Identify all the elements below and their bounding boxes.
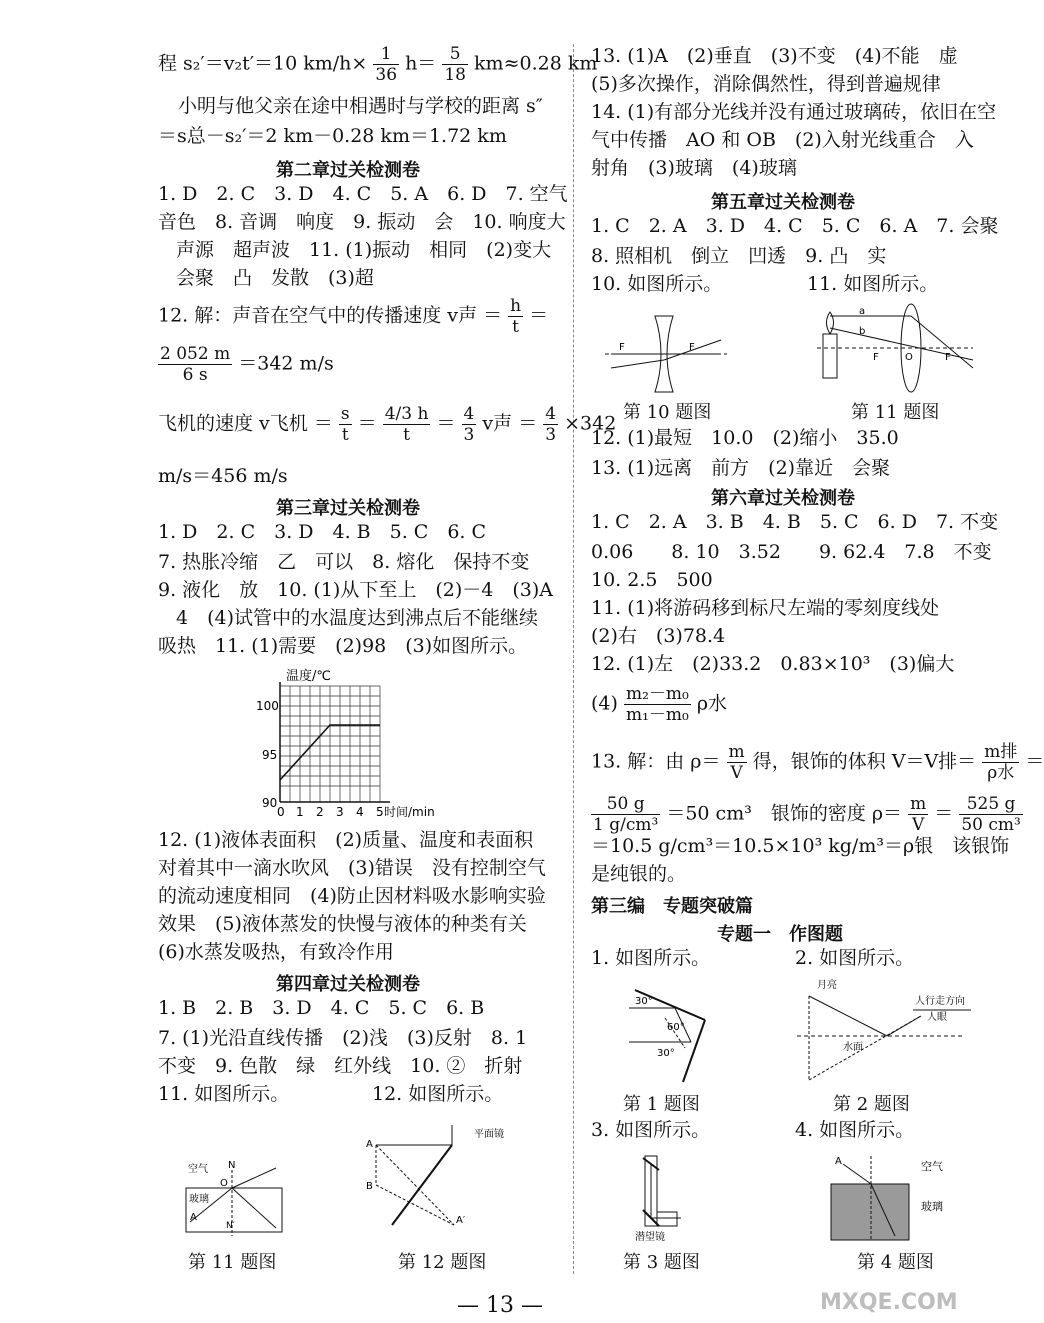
label-F: F: [619, 342, 625, 353]
fraction: [543, 404, 558, 445]
text-line: 7. (1)光沿直线传播 (2)浅 (3)反射 8. 1: [158, 1027, 528, 1049]
text: ＝: [436, 412, 456, 435]
text-line: 1. D 2. C 3. D 4. C 5. A 6. D 7. 空气: [158, 183, 568, 205]
label-mirror: 平面镜: [474, 1129, 504, 1140]
denominator: m₁－m₀: [625, 705, 689, 725]
fraction: [339, 404, 352, 445]
label-walk-direction: 人行走方向: [915, 996, 965, 1007]
label-N-prime: N′: [226, 1221, 235, 1231]
fraction: [508, 296, 523, 337]
numerator: 525 g: [959, 794, 1023, 815]
text: ＝: [357, 412, 377, 435]
x-tick: 5: [376, 805, 384, 819]
fraction: [158, 344, 232, 385]
figure-caption: 第 1 题图: [623, 1094, 700, 1115]
label-A: A: [835, 1156, 842, 1167]
section-title: 第五章过关检测卷: [711, 192, 855, 213]
text-line: 4 (4)试管中的水温度达到沸点后不能继续: [176, 607, 539, 629]
text-line: (5)多次操作，消除偶然性，得到普遍规律: [591, 73, 941, 95]
glass-block: [831, 1184, 909, 1240]
label-glass: 玻璃: [189, 1194, 209, 1205]
text-line: 1. D 2. C 3. D 4. B 5. C 6. C: [158, 521, 487, 543]
incident-ray: [843, 1164, 871, 1184]
label-B: B: [366, 1181, 373, 1192]
label-glass: 玻璃: [921, 1200, 943, 1213]
figure-t3-periscope: [631, 1152, 711, 1244]
label-b: b: [859, 326, 866, 337]
fraction: [727, 742, 747, 783]
text-line: ＝10.5 g/cm³＝10.5×10³ kg/m³＝ρ银 该银饰: [591, 835, 1010, 857]
label-a: a: [859, 306, 866, 317]
figure-t1-mirrors: [625, 978, 745, 1088]
figure-12-plane-mirror: [362, 1115, 522, 1235]
x-tick: 1: [296, 805, 304, 819]
text: (4): [591, 692, 618, 715]
text: 13. 解：由 ρ＝: [591, 750, 721, 773]
text-line: 11. 如图所示。: [807, 273, 939, 295]
figure-caption: 第 11 题图: [851, 402, 940, 423]
y-axis-label: 温度/℃: [286, 669, 331, 684]
page-number-value: 13: [486, 1293, 514, 1318]
plane-mirror: [392, 1145, 452, 1225]
figure-11-convex-lens: [815, 304, 975, 394]
numerator: 5: [442, 44, 468, 65]
watermark: MXQE.COM: [820, 1290, 958, 1315]
text-line: 不变 9. 色散 绿 红外线 10. ② 折射: [158, 1055, 523, 1077]
text-line: (2)右 (3)78.4: [591, 625, 726, 647]
text-line: 的流动速度相同 (4)防止因材料吸水影响实验: [158, 885, 546, 907]
label-A: A: [190, 1212, 197, 1223]
label-O: O: [220, 1178, 228, 1189]
label-A-prime: A′: [456, 1215, 466, 1226]
fraction: [442, 44, 468, 85]
numerator: 4/3 h: [384, 404, 429, 424]
text-line: 14. (1)有部分光线并没有通过玻璃砖，依旧在空: [591, 101, 997, 123]
periscope-tube: [657, 1212, 677, 1226]
denominator: V: [912, 815, 925, 835]
refracted-ray: [232, 1188, 276, 1228]
label-periscope: 潜望镜: [635, 1232, 665, 1243]
text-line: 1. C 2. A 3. B 4. B 5. C 6. D 7. 不变: [591, 511, 999, 533]
denominator: 1 g/cm³: [593, 815, 659, 835]
denominator: 18: [444, 65, 466, 85]
figure-10-concave-lens: [601, 310, 731, 390]
figure-caption: 第 2 题图: [833, 1094, 910, 1115]
fraction: [462, 404, 477, 445]
label-air: 空气: [921, 1160, 943, 1173]
text-line: [158, 296, 548, 337]
reflected-ray: [232, 1168, 276, 1188]
text: 12. 解：声音在空气中的传播速度 v声 ＝: [158, 304, 503, 327]
text-line: 对着其中一滴水吹风 (3)错误 没有控制空气: [158, 857, 546, 879]
fraction: [908, 794, 928, 835]
text: ＝342 m/s: [238, 352, 334, 375]
fraction: [959, 794, 1023, 835]
text-line: 3. 如图所示。: [591, 1119, 711, 1141]
text-line: [158, 44, 597, 85]
text-line: 声源 超声波 11. (1)振动 相同 (2)变大: [176, 239, 552, 261]
fraction: [373, 44, 399, 85]
temperature-time-graph: [250, 662, 450, 819]
text-line: 12. (1)左 (2)33.2 0.83×10³ (3)偏大: [591, 653, 955, 675]
text-line: 效果 (5)液体蒸发的快慢与液体的种类有关: [158, 913, 527, 935]
text-line: 13. (1)远离 前方 (2)靠近 会聚: [591, 457, 891, 479]
figure-caption: 第 12 题图: [398, 1252, 487, 1273]
figure-caption: 第 3 题图: [623, 1252, 700, 1273]
text-line: 4. 如图所示。: [795, 1119, 915, 1141]
denominator: 3: [463, 425, 475, 445]
denominator: 6 s: [182, 365, 208, 385]
numerator: m: [910, 794, 927, 814]
text-line: m/s＝456 m/s: [158, 465, 288, 487]
text: v声 ＝: [482, 412, 538, 435]
numerator: 50 g: [591, 794, 660, 815]
flame: [827, 312, 834, 334]
ray: [809, 996, 887, 1036]
text-line: 0.06 8. 10 3.52 9. 62.4 7.8 不变: [591, 541, 992, 563]
text-line: 会聚 凸 发散 (3)超: [176, 267, 374, 289]
text-line: [158, 344, 334, 385]
mirror-2: [683, 1020, 705, 1082]
label-A: A: [366, 1139, 373, 1150]
text: 程 s₂′＝v₂t′＝10 km/h×: [158, 52, 368, 75]
figure-caption: 第 10 题图: [623, 402, 712, 423]
text-line: 10. 2.5 500: [591, 569, 713, 591]
text-line: 7. 热胀冷缩 乙 可以 8. 熔化 保持不变: [158, 551, 530, 573]
text-line: 12. (1)液体表面积 (2)质量、温度和表面积: [158, 829, 534, 851]
x-tick: 0: [277, 805, 285, 819]
text-line: 小明与他父亲在途中相遇时与学校的距离 s″: [178, 95, 543, 117]
label-eye: 人眼: [927, 1012, 947, 1023]
candle: [823, 334, 837, 378]
fraction: [624, 684, 691, 725]
figure-caption: 第 4 题图: [857, 1252, 934, 1273]
numerator: m排: [984, 742, 1018, 762]
fraction: [383, 404, 431, 445]
text-line: 射角 (3)玻璃 (4)玻璃: [591, 157, 797, 179]
text-line: 音色 8. 音调 响度 9. 振动 会 10. 响度大: [158, 211, 566, 233]
page-number-dash: —: [514, 1293, 543, 1318]
angle-label: 30°: [657, 1048, 675, 1059]
text-line: [158, 404, 616, 445]
fraction: [591, 794, 660, 835]
label-moon: 月亮: [817, 980, 837, 991]
grid: [280, 686, 380, 802]
text: ＝50 cm³ 银饰的密度 ρ＝: [666, 802, 903, 825]
text: 飞机的速度 v飞机 ＝: [158, 412, 333, 435]
denominator: t: [403, 425, 410, 445]
x-tick: 4: [356, 805, 364, 819]
text-line: 1. 如图所示。: [591, 947, 711, 969]
column-divider: [573, 44, 574, 1274]
text-line: [591, 794, 1023, 835]
text: ×342: [564, 412, 617, 435]
numerator: 4: [545, 404, 557, 424]
text-line: ＝s总－s₂′＝2 km－0.28 km＝1.72 km: [158, 125, 507, 147]
text-line: [591, 684, 727, 725]
text-line: 10. 如图所示。: [591, 273, 723, 295]
text: ρ水: [696, 692, 728, 715]
denominator: ρ水: [987, 763, 1015, 783]
label-N: N: [228, 1160, 236, 1171]
text-line: 11. 如图所示。: [158, 1083, 290, 1105]
section-title: 第二章过关检测卷: [276, 160, 420, 181]
text: km≈0.28 km: [474, 52, 598, 75]
numerator: 2 052 m: [160, 344, 231, 364]
figure-t2-water-reflection: [795, 974, 985, 1086]
denominator: V: [730, 763, 743, 783]
text-line: 12. 如图所示。: [372, 1083, 504, 1105]
label-water: 水面: [843, 1042, 863, 1053]
numerator: m: [728, 742, 745, 762]
text-line: 12. (1)最短 10.0 (2)缩小 35.0: [591, 427, 899, 449]
denominator: t: [512, 317, 520, 337]
text: 得，银饰的体积 V＝V排＝: [752, 750, 977, 773]
figure-11-refraction: [180, 1150, 290, 1240]
y-tick-100: 100: [256, 699, 279, 713]
text: ＝: [1025, 750, 1044, 773]
text: ＝: [529, 304, 549, 327]
y-tick-90: 90: [262, 796, 278, 810]
text-line: 8. 照相机 倒立 凹透 9. 凸 实: [591, 245, 887, 267]
construction-line: [376, 1185, 454, 1225]
text-line: 2. 如图所示。: [795, 947, 915, 969]
text-line: 11. (1)将游码移到标尺左端的零刻度线处: [591, 597, 940, 619]
text-line: 气中传播 AO 和 OB (2)入射光线重合 入: [591, 129, 974, 151]
numerator: m₂－m₀: [625, 684, 689, 704]
text-line: 13. (1)A (2)垂直 (3)不变 (4)不能 虚: [591, 45, 958, 67]
numerator: s: [340, 404, 350, 424]
part-title: 第三编 专题突破篇: [591, 896, 753, 917]
section-title: 第三章过关检测卷: [276, 498, 420, 519]
text-line: 是纯银的。: [591, 863, 687, 885]
label-O: O: [905, 352, 913, 363]
x-tick: 3: [336, 805, 344, 819]
numerator: h: [510, 296, 522, 316]
figure-caption: 第 11 题图: [188, 1252, 277, 1273]
denominator: 3: [545, 425, 557, 445]
label-F: F: [945, 352, 951, 363]
text-line: (6)水蒸发吸热，有致冷作用: [158, 941, 394, 963]
denominator: 50 cm³: [961, 815, 1021, 835]
text-line: [591, 742, 1044, 783]
fraction: [982, 742, 1019, 783]
text: ＝: [934, 802, 954, 825]
topic-title: 专题一 作图题: [717, 924, 843, 945]
section-title: 第六章过关检测卷: [711, 488, 855, 509]
label-air: 空气: [188, 1164, 208, 1175]
x-axis-label: 时间/min: [384, 805, 435, 819]
text-line: 1. B 2. B 3. D 4. C 5. C 6. B: [158, 997, 485, 1019]
label-F: F: [689, 342, 695, 353]
angle-label: 60°: [667, 1022, 685, 1033]
text-line: 1. C 2. A 3. D 4. C 5. C 6. A 7. 会聚: [591, 215, 999, 237]
y-tick-95: 95: [262, 748, 278, 762]
page-number-dash: —: [457, 1293, 486, 1318]
section-title: 第四章过关检测卷: [276, 974, 420, 995]
text: h＝: [405, 52, 437, 75]
label-F: F: [873, 352, 879, 363]
denominator: t: [341, 425, 349, 445]
text-line: 9. 液化 放 10. (1)从下至上 (2)－4 (3)A: [158, 579, 553, 601]
numerator: 1: [373, 44, 399, 65]
x-tick: 2: [316, 805, 324, 819]
denominator: 36: [375, 65, 398, 85]
figure-t4-glass-refraction: [825, 1150, 975, 1242]
ray: [611, 360, 664, 368]
numerator: 4: [463, 404, 475, 424]
angle-label: 30°: [635, 996, 653, 1007]
text-line: 吸热 11. (1)需要 (2)98 (3)如图所示。: [158, 635, 528, 657]
